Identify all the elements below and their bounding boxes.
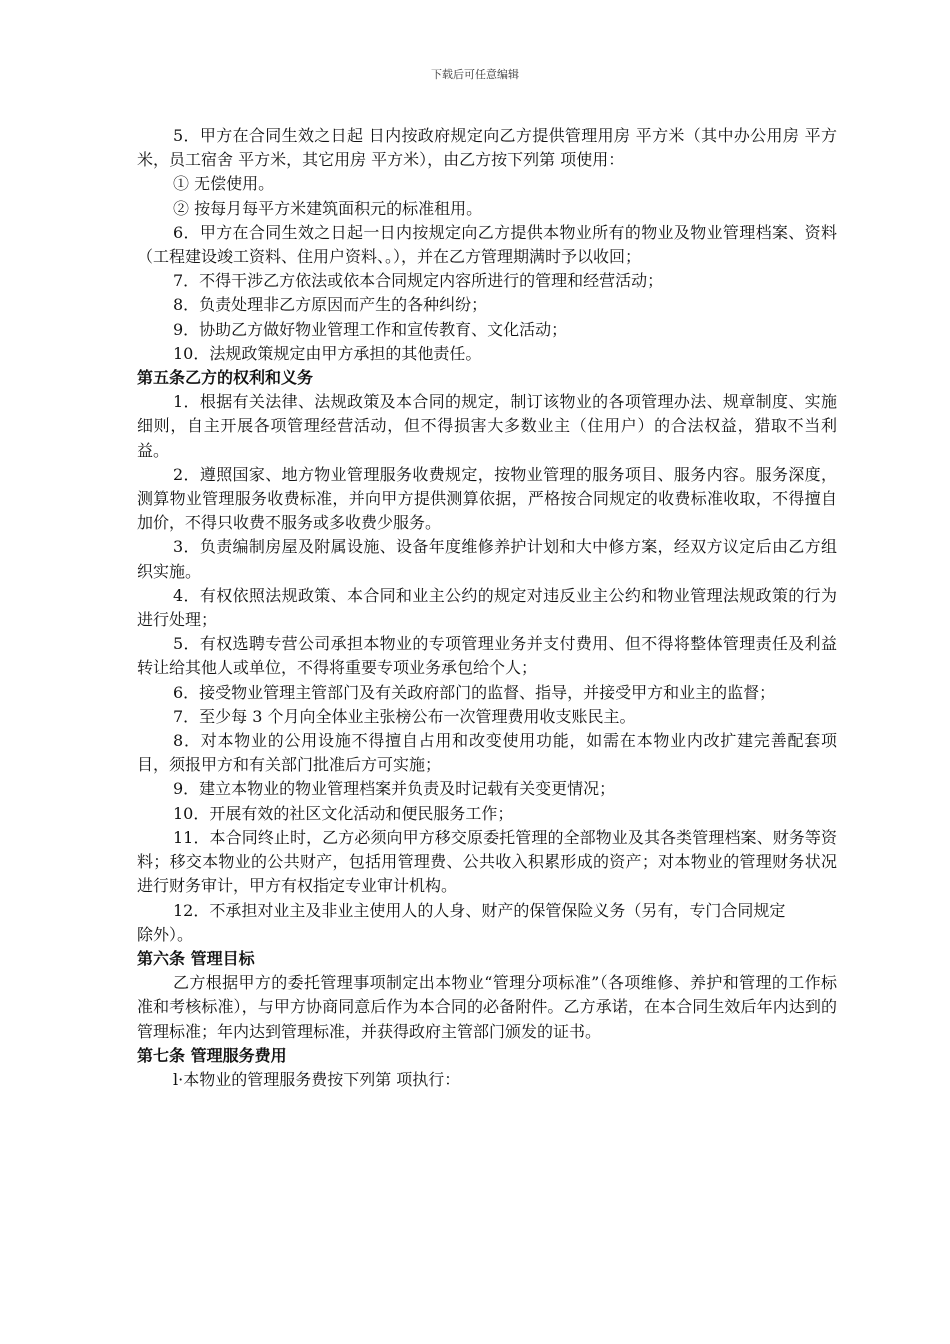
paragraph: 9．建立本物业的物业管理档案并负责及时记载有关变更情况；: [173, 779, 616, 799]
section-heading: 第六条 管理目标: [137, 948, 255, 968]
paragraph: 10．开展有效的社区文化活动和便民服务工作；: [173, 803, 514, 823]
paragraph: 6．接受物业管理主管部门及有关政府部门的监督、指导，并接受甲方和业主的监督；: [173, 682, 776, 702]
paragraph: 乙方根据甲方的委托管理事项制定出本物业“管理分项标准”（各项维修、养护和管理的工作标准和考核标准），与甲方协商同意后作为本合同的必备附件。乙方承诺，在本合同生效后年内达到的管理标准；年内达到管理标准，并获得政府主管部门颁发的证书。: [137, 973, 837, 1041]
paragraph: 4．有权依照法规政策、本合同和业主公约的规定对违反业主公约和物业管理法规政策的行为进行处理；: [137, 585, 837, 630]
paragraph: ① 无偿使用。: [173, 174, 275, 194]
paragraph: 3．负责编制房屋及附属设施、设备年度维修养护计划和大中修方案，经双方议定后由乙方组织实施。: [137, 537, 837, 581]
paragraph: 1．根据有关法律、法规政策及本合同的规定，制订该物业的各项管理办法、规章制度、实施细则，自主开展各项管理经营活动，但不得损害大多数业主（住用户）的合法权益，猎取不当利益。: [137, 392, 837, 460]
paragraph: ② 按每月每平方米建筑面积元的标准租用。: [173, 198, 483, 218]
paragraph: 8．负责处理非乙方原因而产生的各种纠纷；: [173, 295, 488, 315]
paragraph: 6．甲方在合同生效之日起一日内按规定向乙方提供本物业所有的物业及物业管理档案、资料（工程建设竣工资料、住用户资料、。），并在乙方管理期满时予以收回；: [137, 222, 837, 267]
paragraph: 7．不得干涉乙方依法或依本合同规定内容所进行的管理和经营活动；: [173, 271, 664, 291]
paragraph: 5．有权选聘专营公司承担本物业的专项管理业务并支付费用、但不得将整体管理责任及利益转让给其他人或单位，不得将重要专项业务承包给个人；: [137, 634, 837, 678]
paragraph: 除外）。: [137, 924, 194, 944]
paragraph: 7．至少每 3 个月向全体业主张榜公布一次管理费用收支账民主。: [173, 706, 636, 726]
paragraph: 8．对本物业的公用设施不得擅自占用和改变使用功能，如需在本物业内改扩建完善配套项目，须报甲方和有关部门批准后方可实施；: [137, 731, 837, 775]
paragraph: 11．本合同终止时，乙方必须向甲方移交原委托管理的全部物业及其各类管理档案、财务等资料；移交本物业的公共财产，包括用管理费、公共收入积累形成的资产；对本物业的管理财务状况进行财务审计，甲方有权指定专业审计机构。: [137, 827, 837, 896]
section-heading: 第五条乙方的权利和义务: [137, 368, 314, 388]
paragraph: 2．遵照国家、地方物业管理服务收费规定，按物业管理的服务项目、服务内容。服务深度，测算物业管理服务收费标准，并向甲方提供测算依据，严格按合同规定的收费标准收取，不得擅自加价，不得只收费不服务或多收费少服务。: [137, 464, 837, 533]
paragraph: 10．法规政策规定由甲方承担的其他责任。: [173, 343, 482, 363]
paragraph: 5．甲方在合同生效之日起 日内按政府规定向乙方提供管理用房 平方米（其中办公用房 平方米，员工宿舍 平方米，其它用房 平方米），由乙方按下列第 项使用：: [137, 126, 837, 170]
contract-body: [137, 124, 837, 1092]
paragraph: 9．协助乙方做好物业管理工作和宣传教育、文化活动；: [173, 319, 568, 339]
paragraph: l·本物业的管理服务费按下列第 项执行：: [173, 1069, 461, 1089]
paragraph: 12．不承担对业主及非业主使用人的人身、财产的保管保险义务（另有，专门合同规定: [173, 900, 786, 920]
page-header: 下载后可任意编辑: [431, 68, 519, 81]
section-heading: 第七条 管理服务费用: [137, 1045, 287, 1065]
